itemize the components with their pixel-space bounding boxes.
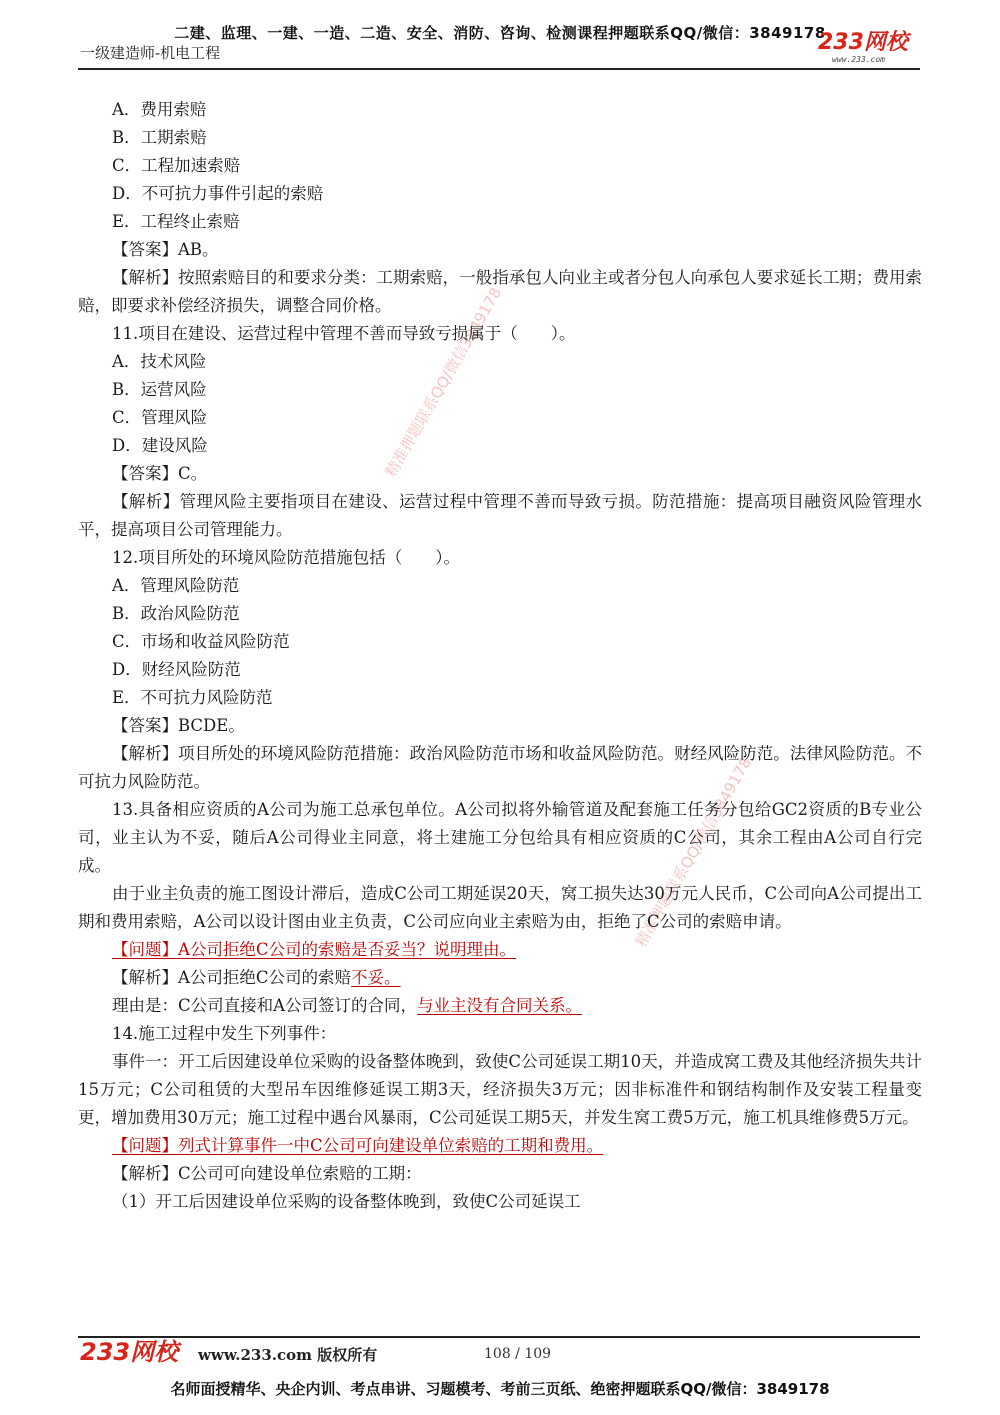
text-line: B．政治风险防范 [112,604,240,623]
text-line: 【答案】AB。 [112,240,219,259]
text-line: C．管理风险 [112,408,208,427]
text-line: D．财经风险防范 [112,660,241,679]
text-line: 14.施工过程中发生下列事件： [112,1024,337,1043]
top-contact-banner: 二建、监理、一建、一造、二造、安全、消防、咨询、检测课程押题联系QQ/微信：3849178 [174,24,826,42]
highlighted-answer: 与业主没有合同关系。 [417,996,583,1015]
analysis-text: 理由是：C公司直接和A公司签订的合同， [112,996,418,1015]
text-line: C．工程加速索赔 [112,156,241,175]
question-prompt-text: 【问题】A公司拒绝C公司的索赔是否妥当？说明理由。 [112,940,517,959]
paragraph: 由于业主负责的施工图设计滞后，造成C公司工期延误20天，窝工损失达30万元人民币，C公司向A公司提出工期和费用索赔，A公司以设计图由业主负责，C公司应向业主索赔为由，拒绝了C公司的索赔申请。 [78,884,922,931]
brand-logo-url: www.233.com [832,55,885,64]
text-line: A．技术风险 [112,352,207,371]
question-prompt-text: 【问题】列式计算事件一中C公司可向建设单位索赔的工期和费用。 [112,1136,604,1155]
text-line: B．运营风险 [112,380,207,399]
text-line: C．市场和收益风险防范 [112,632,290,651]
text-line: B．工期索赔 [112,128,207,147]
analysis-text: 【解析】A公司拒绝C公司的索赔 [112,968,352,987]
text-line: E．工程终止索赔 [112,212,240,231]
text-line: 【答案】C。 [112,464,208,483]
analysis-line [78,992,922,1020]
header-divider [78,68,920,70]
text-line: A．管理风险防范 [112,576,240,595]
paragraph: 13.具备相应资质的A公司为施工总承包单位。A公司拟将外输管道及配套施工任务分包给GC2资质的B专业公司，业主认为不妥，随后A公司得业主同意，将土建施工分包给具有相应资质的C公司，其余工程由A公司自行完成。 [78,800,922,875]
text-line: （1）开工后因建设单位采购的设备整体晚到，致使C公司延误工 [112,1192,581,1211]
bottom-contact-banner: 名师面授精华、央企内训、考点串讲、习题模考、考前三页纸、绝密押题联系QQ/微信：3849178 [170,1380,830,1398]
text-line: E．不可抗力风险防范 [112,688,273,707]
question-prompt [78,936,922,964]
text-line: 【答案】BCDE。 [112,716,245,735]
paragraph: 【解析】管理风险主要指项目在建设、运营过程中管理不善而导致亏损。防范措施：提高项目融资风险管理水平，提高项目公司管理能力。 [78,492,922,539]
highlighted-answer: 不妥。 [351,968,401,987]
watermark: 精准押题联系QQ/微信3849178 [381,284,506,480]
document-subtitle: 一级建造师-机电工程 [80,44,221,62]
text-line: D．建设风险 [112,436,208,455]
paragraph: 【解析】项目所处的环境风险防范措施：政治风险防范市场和收益风险防范。财经风险防范。法律风险防范。不可抗力风险防范。 [78,744,922,791]
brand-logo: 233网校 [818,30,908,55]
watermark: 精准押题联系QQ/微信3849178 [631,754,756,950]
paragraph: 【解析】按照索赔目的和要求分类：工期索赔，一般指承包人向业主或者分包人向承包人要求延长工期；费用索赔，即要求补偿经济损失，调整合同价格。 [78,268,922,315]
footer-brand-logo: 233网校 [80,1338,179,1366]
text-line: 11.项目在建设、运营过程中管理不善而导致亏损属于（ ）。 [112,324,576,343]
page-body [78,96,922,1216]
text-line: D．不可抗力事件引起的索赔 [112,184,324,203]
footer-divider [78,1336,920,1338]
footer-copyright: www.233.com 版权所有 [198,1346,378,1364]
text-line: 【解析】C公司可向建设单位索赔的工期： [112,1164,422,1183]
text-line: 12.项目所处的环境风险防范措施包括（ ）。 [112,548,460,567]
paragraph: 事件一：开工后因建设单位采购的设备整体晚到，致使C公司延误工期10天，并造成窝工费及其他经济损失共计15万元；C公司租赁的大型吊车因维修延误工期3天，经济损失3万元；因非标准件和钢结构制作及安装工程量变更，增加费用30万元；施工过程中遇台风暴雨，C公司延误工期5天，并发生窝工费5万元，施工机具维修费5万元。 [78,1052,922,1127]
page-number: 108 / 109 [484,1346,552,1362]
text-line: A．费用索赔 [112,100,207,119]
analysis-line [78,964,922,992]
question-prompt [78,1132,922,1160]
